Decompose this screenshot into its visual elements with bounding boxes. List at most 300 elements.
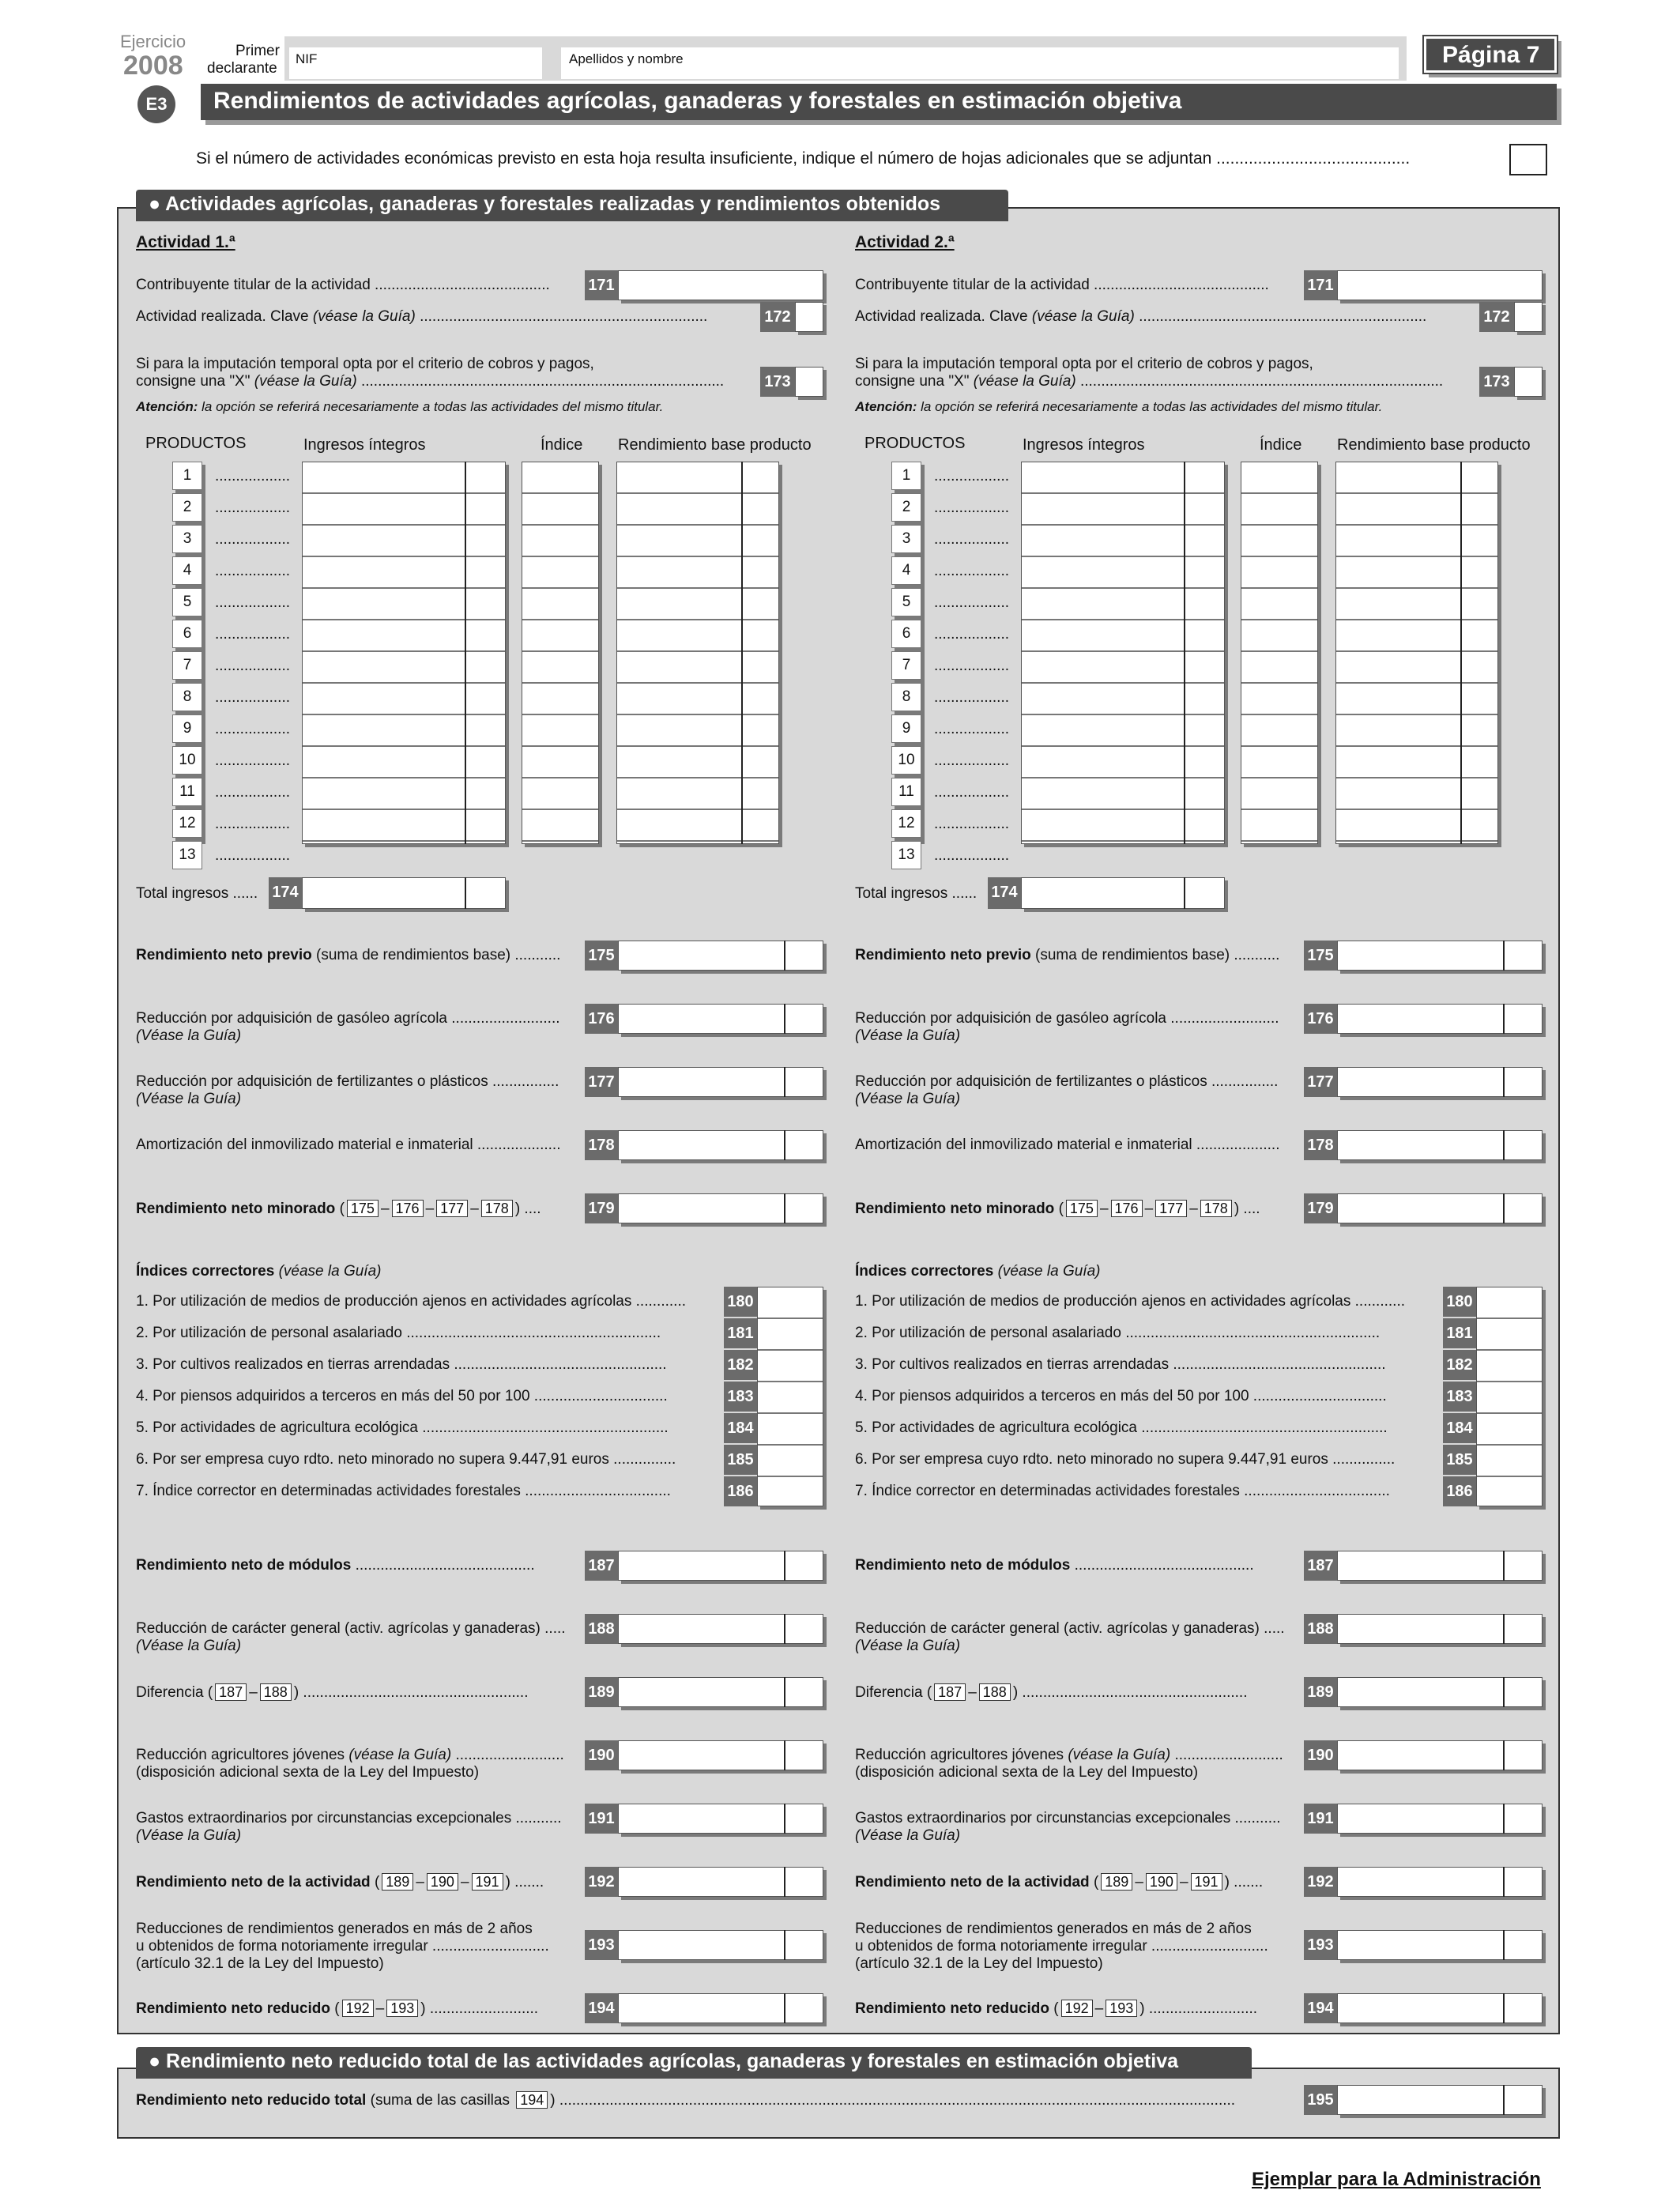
minus: – [1099,1201,1109,1217]
decimal-line [1503,1740,1505,1770]
product-name-field[interactable]: .................. [934,531,1010,548]
indice-item-7: 7. Índice corrector en determinadas actividades forestales ................................... [136,1483,671,1499]
reduccion-general-label: Reducción de carácter general (activ. agrícolas y ganaderas) ..... [136,1620,566,1637]
code-171: 171 [1304,270,1337,300]
ingresos-column[interactable] [302,462,506,844]
gastos-label: Gastos extraordinarios por circunstancias excepcionales ........... [136,1810,562,1826]
reducciones-line2: u obtenidos de forma notoriamente irregular ............................ [136,1938,549,1955]
ref-192: 192 [342,2000,374,2017]
gastos-input[interactable] [618,1804,823,1834]
actividad-end: ) ....... [1224,1874,1264,1891]
product-name-field[interactable]: .................. [934,847,1010,864]
code-184: 184 [1443,1413,1476,1443]
ejercicio-label: Ejercicio [120,32,186,51]
product-row-number: 11 [891,778,921,806]
code-178: 178 [585,1130,618,1160]
code-175: 175 [585,941,618,971]
total-ingresos-label: Total ingresos ...... [855,885,977,902]
indice-item-5: 5. Por actividades de agricultura ecológica ........................................................... [855,1419,1388,1436]
product-row-number: 8 [172,683,202,711]
decimal-line [784,1677,785,1707]
gasoleo-input[interactable] [1337,1004,1543,1034]
total-ingresos-input[interactable] [302,877,506,909]
product-table [891,462,1524,873]
actividad-label [855,1873,1263,1891]
product-row-number: 13 [172,841,202,869]
jovenes-dots: .......................... [451,1747,564,1763]
minorado-input[interactable] [618,1193,823,1223]
product-row-number: 6 [891,620,921,648]
code-177: 177 [585,1067,618,1097]
imputacion-line2 [855,373,1443,390]
product-name-field[interactable]: .................. [215,689,291,706]
title-bar [201,84,1557,120]
activity-title: Actividad 2.ª [855,233,955,251]
code-179: 179 [585,1193,618,1223]
indices-input-column[interactable] [757,1287,823,1506]
code-192: 192 [1304,1867,1337,1897]
product-name-field[interactable]: .................. [215,531,291,548]
imputacion-checkbox[interactable] [1514,367,1543,397]
gastos-label: Gastos extraordinarios por circunstancias excepcionales ........... [855,1810,1281,1826]
imputacion-line1: Si para la imputación temporal opta por el criterio de cobros y pagos, [855,356,1313,372]
indice-item-5: 5. Por actividades de agricultura ecológica ........................................................... [136,1419,669,1436]
indice-item-2: 2. Por utilización de personal asalariado ............................................................. [136,1325,661,1341]
fertilizantes-label: Reducción por adquisición de fertilizantes o plásticos ................ [136,1073,559,1090]
product-row-number: 4 [172,556,202,585]
paren: ( [374,1874,380,1891]
atencion-note [136,398,663,416]
ref-175: 175 [347,1200,379,1217]
code-176: 176 [585,1004,618,1034]
fertilizantes-guia: (Véase la Guía) [136,1091,242,1107]
code-182: 182 [1443,1350,1476,1380]
productos-header: PRODUCTOS [864,435,966,452]
paren: ( [1093,1874,1099,1891]
product-name-field[interactable]: .................. [934,689,1010,706]
previo-text: (suma de rendimientos base) ........... [1030,947,1280,963]
ref-188: 188 [260,1683,292,1701]
code-184: 184 [724,1413,757,1443]
product-row-number: 13 [891,841,921,869]
code-180: 180 [724,1287,757,1317]
code-173: 173 [760,367,795,397]
product-row-number: 2 [172,493,202,522]
previo-label [855,947,1279,964]
minorado-label [855,1200,1260,1218]
product-name-field[interactable]: .................. [215,816,291,832]
indices-input-column[interactable] [1476,1287,1543,1506]
imputacion-line1: Si para la imputación temporal opta por el criterio de cobros y pagos, [136,356,594,372]
primer-label: Primer [235,43,280,59]
apellidos-label: Apellidos y nombre [569,51,684,66]
reducido-end: ) .......................... [420,2000,539,2017]
ejercicio-year: 2008 [123,51,183,81]
reducido-bold: Rendimiento neto reducido [855,2000,1049,2017]
reducciones-line2: u obtenidos de forma notoriamente irregular ............................ [855,1938,1268,1955]
total-line-text: (suma de las casillas [366,2092,514,2109]
section2-title: ● Rendimiento neto reducido total de las actividades agrícolas, ganaderas y forestales en estimación objetiva [136,2047,1252,2079]
decimal-line [784,1067,785,1097]
amortizacion-label: Amortización del inmovilizado material e inmaterial .................... [136,1137,561,1153]
ref-189: 189 [1101,1873,1132,1891]
page-label-box [1424,36,1557,73]
modulos-text: ........................................... [1070,1557,1254,1574]
clave-input[interactable] [1514,302,1543,332]
code-194: 194 [1304,1993,1337,2023]
diferencia-end: ) ...................................................... [293,1684,529,1701]
product-row-number: 10 [172,746,202,775]
code-177: 177 [1304,1067,1337,1097]
rend-base-column[interactable] [616,462,779,844]
indices-guia: (véase la Guía) [274,1263,382,1280]
paren: ( [1058,1201,1064,1217]
total-reducido-input[interactable] [1337,2085,1543,2115]
previo-bold: Rendimiento neto previo [855,947,1031,963]
product-name-field[interactable]: .................. [934,752,1010,769]
indice-item-1: 1. Por utilización de medios de producción ajenos en actividades agrícolas ............ [855,1293,1405,1310]
decimal-line [784,1551,785,1581]
product-name-field[interactable]: .................. [215,626,291,643]
ref-176: 176 [392,1200,424,1217]
header [0,0,1680,119]
ingresos-header: Ingresos íntegros [303,436,426,454]
decimal-line [784,1614,785,1644]
indices-bold: Índices correctores [855,1263,994,1280]
ref-191: 191 [472,1873,503,1891]
decimal-line [784,1930,785,1960]
decimal-line [1503,941,1505,971]
ref-178: 178 [481,1200,513,1217]
paren: ( [1053,2000,1059,2017]
product-name-field[interactable]: .................. [215,468,291,484]
rend-base-column[interactable] [1335,462,1498,844]
product-row-number: 9 [172,714,202,743]
jovenes-guia: (véase la Guía) [1068,1747,1171,1763]
code-185: 185 [724,1445,757,1475]
ingresos-decimal-line [465,462,466,844]
previo-label [136,947,560,964]
indice-item-7: 7. Índice corrector en determinadas actividades forestales ................................... [855,1483,1390,1499]
product-name-field[interactable]: .................. [934,626,1010,643]
reducido-label [136,2000,538,2018]
product-name-field[interactable]: .................. [934,563,1010,579]
previo-bold: Rendimiento neto previo [136,947,312,963]
indice-item-4: 4. Por piensos adquiridos a terceros en más del 50 por 100 ................................ [136,1388,668,1404]
ref-194: 194 [516,2091,548,2109]
indices-guia: (véase la Guía) [993,1263,1101,1280]
indice-header: Índice [1260,436,1302,454]
titular-input[interactable] [618,270,823,300]
decimal-line [1503,1130,1505,1160]
ref-189: 189 [382,1873,413,1891]
product-row-number: 8 [891,683,921,711]
previo-text: (suma de rendimientos base) ........... [311,947,561,963]
ref-176: 176 [1111,1200,1143,1217]
decimal-line [784,1004,785,1034]
modulos-bold: Rendimiento neto de módulos [136,1557,352,1574]
jovenes-input[interactable] [1337,1740,1543,1770]
ref-177: 177 [436,1200,468,1217]
gastos-input[interactable] [1337,1804,1543,1834]
ref-192: 192 [1061,2000,1093,2017]
reducido-label [855,2000,1257,2018]
product-row-number: 10 [891,746,921,775]
product-name-field[interactable]: .................. [934,658,1010,674]
ref-187: 187 [934,1683,966,1701]
decimal-line [1503,1614,1505,1644]
indice-column[interactable] [522,462,599,844]
total-ingresos-input[interactable] [1021,877,1225,909]
product-row-number: 6 [172,620,202,648]
product-name-field[interactable]: .................. [215,752,291,769]
modulos-input[interactable] [618,1551,823,1581]
clave-input[interactable] [795,302,823,332]
code-187: 187 [585,1551,618,1581]
product-name-field[interactable]: .................. [934,816,1010,832]
atencion-note [855,398,1382,416]
product-row-number: 2 [891,493,921,522]
actividad-input[interactable] [618,1867,823,1897]
code-190: 190 [585,1740,618,1770]
diferencia-label [855,1683,1248,1702]
product-name-field[interactable]: .................. [934,721,1010,737]
decimal-line [1503,1677,1505,1707]
reducciones-input[interactable] [1337,1930,1543,1960]
indice-item-6: 6. Por ser empresa cuyo rdto. neto minorado no supera 9.447,91 euros ............... [136,1451,676,1468]
code-189: 189 [585,1677,618,1707]
minus: – [470,1201,479,1217]
code-188: 188 [585,1614,618,1644]
gasoleo-guia: (Véase la Guía) [136,1027,242,1044]
atencion-text: la opción se referirá necesariamente a todas las actividades del mismo titular. [198,399,664,414]
rendimiento-base-header: Rendimiento base producto [618,436,812,454]
indice-item-2: 2. Por utilización de personal asalariado ............................................................. [855,1325,1381,1341]
imputacion-checkbox[interactable] [795,367,823,397]
product-row-number: 12 [891,809,921,838]
indice-item-3: 3. Por cultivos realizados en tierras arrendadas ................................................... [855,1356,1386,1373]
page-title: Rendimientos de actividades agrícolas, ganaderas y forestales en estimación objetiva [213,88,1182,114]
product-name-field[interactable]: .................. [215,499,291,516]
product-name-field[interactable]: .................. [934,784,1010,801]
code-183: 183 [1443,1382,1476,1412]
indice-column[interactable] [1241,462,1318,844]
product-name-field[interactable]: .................. [215,594,291,611]
jovenes-dots: .......................... [1170,1747,1283,1763]
fertilizantes-input[interactable] [1337,1067,1543,1097]
product-name-field[interactable]: .................. [215,721,291,737]
minus: – [249,1684,258,1701]
decimal-line [784,1804,785,1834]
reduccion-general-input[interactable] [1337,1614,1543,1644]
ref-191: 191 [1191,1873,1222,1891]
code-179: 179 [1304,1193,1337,1223]
indice-item-6: 6. Por ser empresa cuyo rdto. neto minorado no supera 9.447,91 euros ............... [855,1451,1396,1468]
previo-input[interactable] [1337,941,1543,971]
minorado-input[interactable] [1337,1193,1543,1223]
reduccion-general-guia: (Véase la Guía) [855,1638,961,1654]
apellidos-field[interactable] [561,47,1399,79]
reducciones-line1: Reducciones de rendimientos generados en más de 2 años [855,1921,1252,1937]
decimal-line [784,941,785,971]
jovenes-line2: (disposición adicional sexta de la Ley del Impuesto) [136,1764,480,1781]
code-174: 174 [988,877,1021,909]
code-175: 175 [1304,941,1337,971]
actividad-bold: Rendimiento neto de la actividad [136,1874,371,1891]
code-194: 194 [585,1993,618,2023]
jovenes-text: Reducción agricultores jóvenes [855,1747,1068,1763]
declarante-label: declarante [207,60,277,77]
product-name-field[interactable]: .................. [934,468,1010,484]
product-name-field[interactable]: .................. [215,784,291,801]
gasoleo-label: Reducción por adquisición de gasóleo agrícola .......................... [855,1010,1279,1027]
ingresos-decimal-line [1184,462,1185,844]
decimal-line [1503,1551,1505,1581]
product-table [172,462,804,873]
ingresos-column[interactable] [1021,462,1225,844]
diferencia-text: Diferencia ( [136,1684,213,1701]
reducido-input[interactable] [618,1993,823,2023]
decimal-line [1503,1867,1505,1897]
code-186: 186 [724,1476,757,1506]
paren: ( [334,2000,340,2017]
diferencia-label [136,1683,529,1702]
ref-190: 190 [1146,1873,1177,1891]
previo-input[interactable] [618,941,823,971]
rendimiento-base-header: Rendimiento base producto [1337,436,1531,454]
imput-guia: (véase la Guía) [254,373,357,390]
amortizacion-input[interactable] [1337,1130,1543,1160]
product-row-number: 11 [172,778,202,806]
atencion-bold: Atención: [136,399,198,414]
actividad-label [136,1873,544,1891]
actividad-end: ) ....... [505,1874,544,1891]
imputacion-line2 [136,373,724,390]
fertilizantes-guia: (Véase la Guía) [855,1091,961,1107]
product-name-field[interactable]: .................. [934,499,1010,516]
jovenes-input[interactable] [618,1740,823,1770]
actividad-input[interactable] [1337,1867,1543,1897]
product-name-field[interactable]: .................. [215,658,291,674]
decimal-line [1503,1993,1505,2023]
total-ingresos-label: Total ingresos ...... [136,885,258,902]
decimal-line [1503,1804,1505,1834]
reducciones-line3: (artículo 32.1 de la Ley del Impuesto) [855,1955,1103,1972]
decimal-line [1503,1004,1505,1034]
clave-label [855,308,1426,326]
titular-input[interactable] [1337,270,1543,300]
clave-dots: ..................................................................... [1134,308,1427,325]
total-decimal-line [465,877,466,909]
minorado-label [136,1200,541,1218]
activity-column-2 [855,229,1531,2023]
minus: – [425,1201,435,1217]
code-186: 186 [1443,1476,1476,1506]
reduccion-general-guia: (Véase la Guía) [136,1638,242,1654]
minorado-end: ) .... [1234,1201,1260,1217]
minus: – [375,2000,385,2017]
diferencia-text: Diferencia ( [855,1684,932,1701]
gastos-guia: (Véase la Guía) [855,1827,961,1844]
jovenes-text: Reducción agricultores jóvenes [136,1747,349,1763]
decimal-line [1503,1930,1505,1960]
fertilizantes-label: Reducción por adquisición de fertilizantes o plásticos ................ [855,1073,1279,1090]
code-183: 183 [724,1382,757,1412]
product-name-field[interactable]: .................. [934,594,1010,611]
total-line-label [136,2091,1235,2109]
product-name-field[interactable]: .................. [215,563,291,579]
hojas-adicionales-input[interactable] [1509,144,1547,175]
reducido-bold: Rendimiento neto reducido [136,2000,330,2017]
code-174: 174 [269,877,302,909]
actividad-bold: Rendimiento neto de la actividad [855,1874,1090,1891]
amortizacion-input[interactable] [618,1130,823,1160]
imput-dots: ....................................................................................... [356,373,725,390]
diferencia-input[interactable] [618,1677,823,1707]
reducciones-input[interactable] [618,1930,823,1960]
imput-text: consigne una "X" [136,373,254,390]
ref-178: 178 [1200,1200,1232,1217]
product-row-number: 4 [891,556,921,585]
reducido-input[interactable] [1337,1993,1543,2023]
product-row-number: 3 [891,525,921,553]
modulos-text: ........................................... [351,1557,535,1574]
minus: – [460,1874,469,1891]
code-180: 180 [1443,1287,1476,1317]
paren: ( [339,1201,345,1217]
gasoleo-input[interactable] [618,1004,823,1034]
code-171: 171 [585,270,618,300]
activity-title: Actividad 1.ª [136,233,235,251]
minus: – [1189,1201,1198,1217]
amortizacion-label: Amortización del inmovilizado material e inmaterial .................... [855,1137,1280,1153]
indices-label [855,1263,1100,1280]
clave-label [136,308,707,326]
reduccion-general-input[interactable] [618,1614,823,1644]
diferencia-end: ) ...................................................... [1012,1684,1248,1701]
nif-field[interactable] [289,47,542,79]
indice-item-4: 4. Por piensos adquiridos a terceros en más del 50 por 100 ................................ [855,1388,1387,1404]
fertilizantes-input[interactable] [618,1067,823,1097]
decimal-line [1503,1067,1505,1097]
clave-guia: (véase la Guía) [312,308,416,325]
total-decimal-line [1184,877,1185,909]
page-label: Página 7 [1442,42,1540,68]
imput-text: consigne una "X" [855,373,974,390]
total-line-bold: Rendimiento neto reducido total [136,2092,367,2109]
gasoleo-label: Reducción por adquisición de gasóleo agrícola .......................... [136,1010,560,1027]
decimal-line [784,1193,785,1223]
diferencia-input[interactable] [1337,1677,1543,1707]
atencion-text: la opción se referirá necesariamente a todas las actividades del mismo titular. [917,399,1383,414]
minus: – [968,1684,977,1701]
ref-188: 188 [979,1683,1011,1701]
product-row-number: 1 [891,462,921,490]
minorado-bold: Rendimiento neto minorado [855,1201,1055,1217]
indice-header: Índice [541,436,583,454]
indice-item-1: 1. Por utilización de medios de producción ajenos en actividades agrícolas ............ [136,1293,686,1310]
ref-190: 190 [427,1873,458,1891]
code-193: 193 [585,1930,618,1960]
gasoleo-guia: (Véase la Guía) [855,1027,961,1044]
decimal-line [784,1867,785,1897]
imput-dots: ....................................................................................... [1075,373,1444,390]
modulos-label [136,1557,535,1574]
modulos-input[interactable] [1337,1551,1543,1581]
ref-193: 193 [1106,2000,1137,2017]
ingresos-header: Ingresos íntegros [1023,436,1145,454]
product-name-field[interactable]: .................. [215,847,291,864]
